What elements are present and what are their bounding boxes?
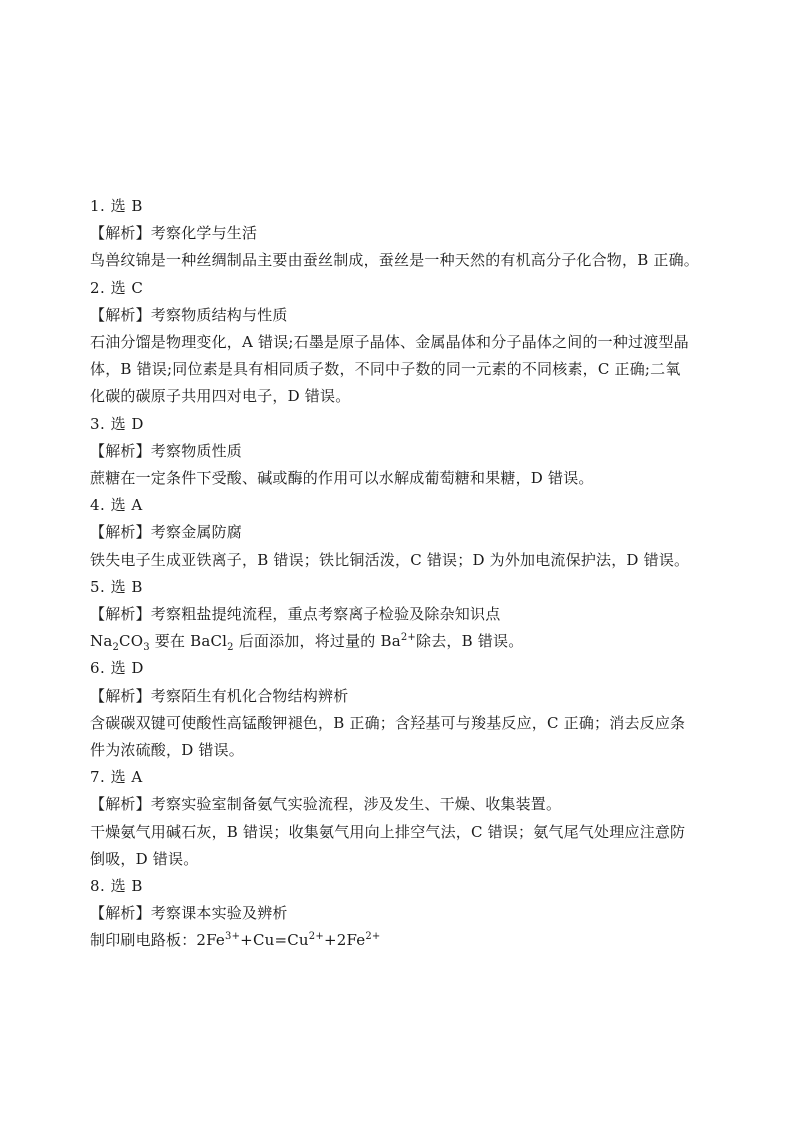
- answer-4-topic: 【解析】考察金属防腐: [90, 523, 243, 542]
- answer-1-topic: 【解析】考察化学与生活: [90, 224, 258, 243]
- formula-superscript: 2+: [308, 931, 324, 943]
- answer-2-heading: 2. 选 C: [90, 278, 144, 297]
- answer-5-topic: 【解析】考察粗盐提纯流程，重点考察离子检验及除杂知识点: [90, 605, 501, 624]
- formula-subscript: 2: [112, 642, 120, 654]
- answer-2-line-3: 化碳的碳原子共用四对电子，D 错误。: [90, 387, 351, 406]
- formula-text: 后面添加，将过量的 Ba: [233, 632, 401, 651]
- answer-3-line-1: 蔗糖在一定条件下受酸、碱或酶的作用可以水解成葡萄糖和果糖，D 错误。: [90, 469, 594, 488]
- answer-6-line-1: 含碳碳双键可使酸性高锰酸钾褪色，B 正确；含羟基可与羧基反应，C 正确；消去反应条: [90, 713, 686, 732]
- answer-2-topic: 【解析】考察物质结构与性质: [90, 305, 288, 324]
- answer-7-topic: 【解析】考察实验室制备氨气实验流程，涉及发生、干燥、收集装置。: [90, 795, 562, 814]
- answer-8-heading: 8. 选 B: [90, 877, 143, 896]
- answer-1-heading: 1. 选 B: [90, 197, 143, 215]
- answer-5-heading: 5. 选 B: [90, 577, 143, 596]
- formula-text: Na: [90, 632, 113, 651]
- answer-8-topic: 【解析】考察课本实验及辨析: [90, 904, 288, 923]
- formula-subscript: 3: [143, 642, 150, 654]
- formula-text: 要在 BaCl: [149, 632, 228, 651]
- answer-7-heading: 7. 选 A: [90, 768, 143, 787]
- answer-2-line-2: 体，B 错误;同位素是具有相同质子数，不同中子数的同一元素的不同核素，C 正确;二氧: [90, 360, 681, 379]
- formula-superscript: 2+: [365, 931, 381, 943]
- answer-1-line-1: 鸟兽纹锦是一种丝绸制品主要由蚕丝制成，蚕丝是一种天然的有机高分子化合物，B 正确。: [90, 251, 699, 270]
- formula-text: 制印刷电路板：2Fe: [90, 931, 226, 950]
- answer-4-heading: 4. 选 A: [90, 496, 143, 515]
- answer-3-heading: 3. 选 D: [90, 414, 144, 433]
- answer-7-line-1: 干燥氨气用碱石灰，B 错误；收集氨气用向上排空气法，C 错误；氨气尾气处理应注意防: [90, 822, 686, 841]
- formula-text: +Cu=Cu: [240, 931, 309, 950]
- formula-text: 除去，B 错误。: [416, 632, 524, 651]
- answer-2-line-1: 石油分馏是物理变化，A 错误;石墨是原子晶体、金属晶体和分子晶体之间的一种过渡型晶: [90, 333, 689, 352]
- answer-7-line-2: 倒吸，D 错误。: [90, 849, 199, 868]
- answer-8-formula-line: [90, 927, 750, 954]
- answer-6-heading: 6. 选 D: [90, 659, 144, 678]
- answer-4-line-1: 铁失电子生成亚铁离子，B 错误；铁比铜活泼，C 错误；D 为外加电流保护法，D 错误。: [90, 550, 690, 569]
- answer-6-line-2: 件为浓硫酸，D 错误。: [90, 741, 244, 760]
- formula-superscript: 3+: [225, 931, 241, 943]
- formula-subscript: 2: [227, 642, 234, 654]
- answer-explanations: [90, 193, 750, 955]
- formula-superscript: 2+: [400, 632, 416, 644]
- answer-5-formula-line: [90, 628, 750, 655]
- answer-6-topic: 【解析】考察陌生有机化合物结构辨析: [90, 686, 349, 705]
- answer-3-topic: 【解析】考察物质性质: [90, 441, 243, 460]
- formula-text: +2Fe: [323, 931, 366, 950]
- formula-text: CO: [119, 632, 144, 651]
